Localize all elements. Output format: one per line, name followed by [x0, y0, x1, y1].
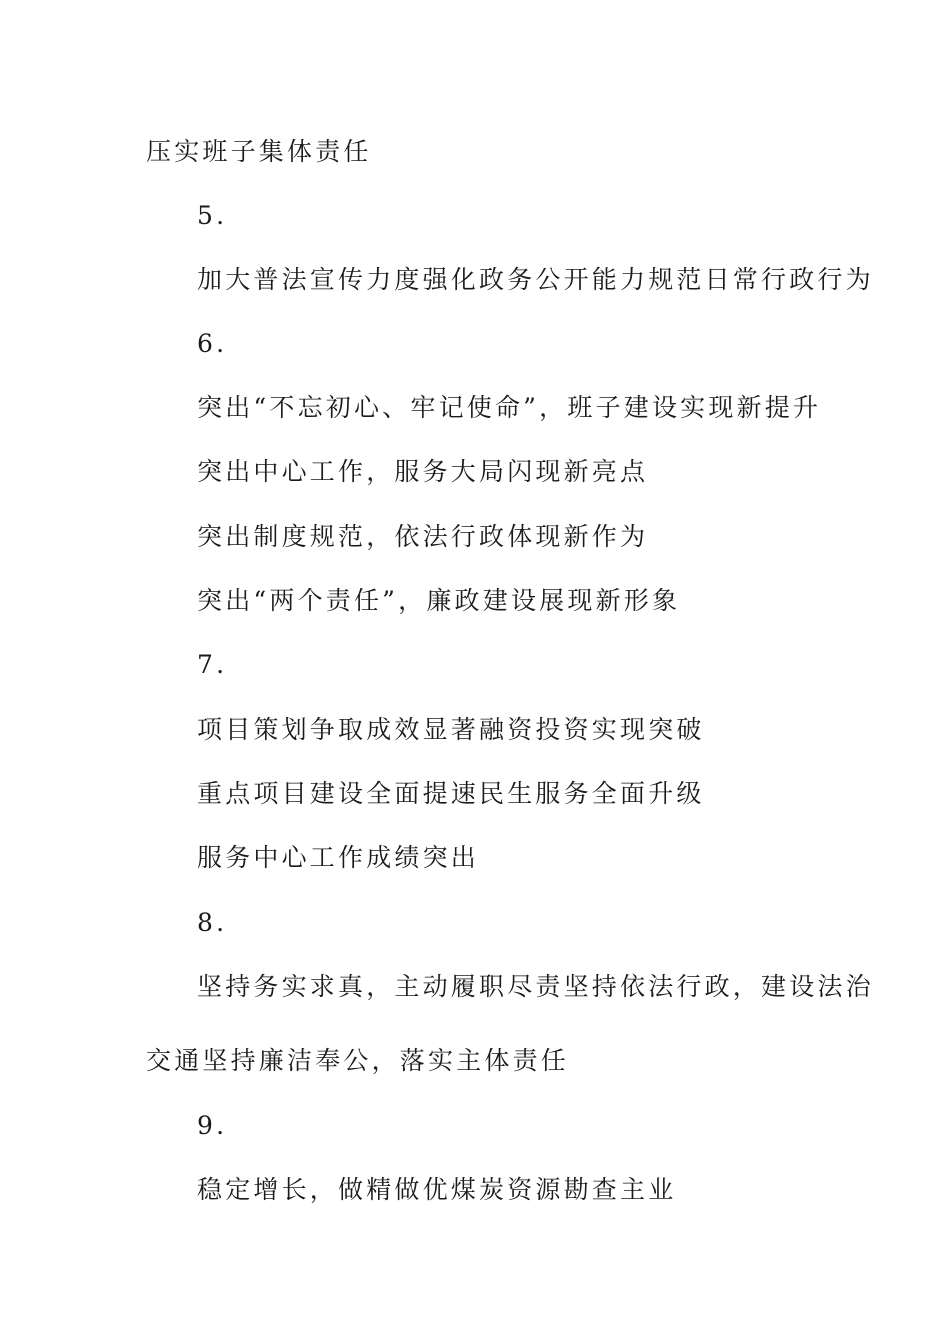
text-line-5: 突出“不忘初心、牢记使命”，班子建设实现新提升	[197, 393, 822, 422]
section-number-7: 7.	[197, 650, 228, 679]
text-line-1: 压实班子集体责任	[146, 137, 372, 166]
section-number-8: 8.	[197, 908, 228, 937]
text-line-17: 稳定增长，做精做优煤炭资源勘查主业	[197, 1175, 677, 1204]
text-line-3: 加大普法宣传力度强化政务公开能力规范日常行政行为	[197, 265, 874, 294]
text-line-11: 重点项目建设全面提速民生服务全面升级	[197, 779, 705, 808]
text-line-12: 服务中心工作成绩突出	[197, 843, 480, 872]
section-number-5: 5.	[197, 201, 228, 230]
text-line-6: 突出中心工作，服务大局闪现新亮点	[197, 457, 649, 486]
section-number-6: 6.	[197, 329, 228, 358]
section-number-9: 9.	[197, 1111, 228, 1140]
text-line-15: 交通坚持廉洁奉公，落实主体责任	[146, 1046, 570, 1075]
text-line-10: 项目策划争取成效显著融资投资实现突破	[197, 715, 705, 744]
text-line-14: 坚持务实求真，主动履职尽责坚持依法行政，建设法治	[197, 972, 874, 1001]
text-line-7: 突出制度规范，依法行政体现新作为	[197, 522, 649, 551]
text-line-8: 突出“两个责任”，廉政建设展现新形象	[197, 586, 681, 615]
